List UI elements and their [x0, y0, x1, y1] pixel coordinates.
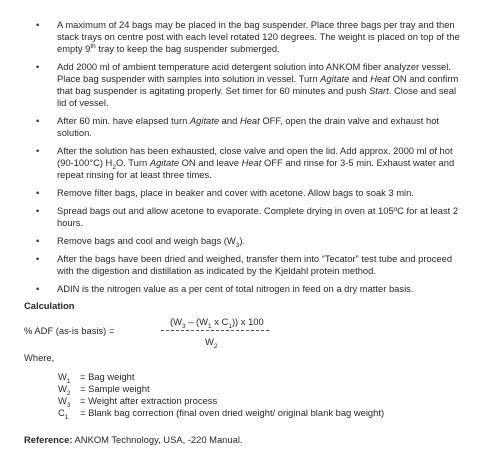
list-item: • ADIN is the nitrogen value as a per cent of total nitrogen in feed on a dry matter basis.: [36, 283, 414, 294]
definition-row: $C_1$ = Blank bag correction (final oven dried weight/ original blank bag weight): [58, 407, 385, 421]
bullet: •: [36, 205, 40, 216]
formula-lhs: % ADF (as-is basis) =: [24, 325, 115, 336]
formula-numerator: ($W_3 - (W_1$ x $C_1$)) x 100: [170, 316, 264, 330]
list-item: • A maximum of 24 bags may be placed in the bag suspender. Place three bags per tray and then stack trays on centre post with each level rotated 120 degrees. The weight is placed on top of the empty 9th tray to keep the bag suspender submerged.: [36, 19, 460, 54]
list-item: • After the bags have been dried and weighed, transfer them into “Tecator” test tube and proceed with the digestion and distillation as indicated by the Kjeldahl protein method.: [36, 253, 453, 276]
where-label: Where,: [24, 352, 55, 363]
formula-denominator: $W_2$: [205, 336, 218, 350]
fraction-line: [161, 330, 269, 331]
list-item: • Add 2000 ml of ambient temperature acid detergent solution into ANKOM fiber analyzer vessel. Place bag suspender with samples into solution in vessel. Turn Agitate and Heat ON and confirm that bag suspender is agitating properly. Set timer for 60 minutes and push Start. Close and seal lid of vessel.: [36, 61, 459, 108]
list-item: • After the solution has been exhausted, close valve and open the lid. Add approx. 2000 ml of hot (90-100°C) $H_2O$. Turn Agitate ON and leave Heat OFF and rinse for 3-5 min. Exhaust water and repeat rinsing for at least three times.: [36, 145, 455, 180]
definition-row: $W_2$ = Sample weight: [58, 383, 150, 397]
bullet: •: [36, 19, 40, 30]
bullet: •: [36, 235, 40, 246]
reference-line: Reference: ANKOM Technology, USA, -220 Manual.: [24, 434, 243, 445]
procedure-list: [0, 19, 480, 301]
definition-row: $W_1$ = Bag weight: [58, 371, 135, 385]
list-item: • Spread bags out and allow acetone to evaporate. Complete drying in oven at 105ºC for at least 2 hours.: [36, 205, 459, 228]
definitions-list: [58, 371, 384, 419]
calculation-heading: Calculation: [24, 300, 75, 311]
bullet: •: [36, 253, 40, 264]
list-item: • Remove filter bags, place in beaker and cover with acetone. Allow bags to soak 3 min.: [36, 187, 414, 198]
list-item: • Remove bags and cool and weigh bags $(W_3)$.: [36, 235, 246, 249]
bullet: •: [36, 115, 40, 126]
list-item: • After 60 min. have elapsed turn Agitate and Heat OFF, open the drain valve and exhaust hot solution.: [36, 115, 440, 138]
bullet: •: [36, 145, 40, 156]
definition-row: $W_3$ = Weight after extraction process: [58, 395, 218, 409]
bullet: •: [36, 283, 40, 294]
bullet: •: [36, 61, 40, 72]
bullet: •: [36, 187, 40, 198]
